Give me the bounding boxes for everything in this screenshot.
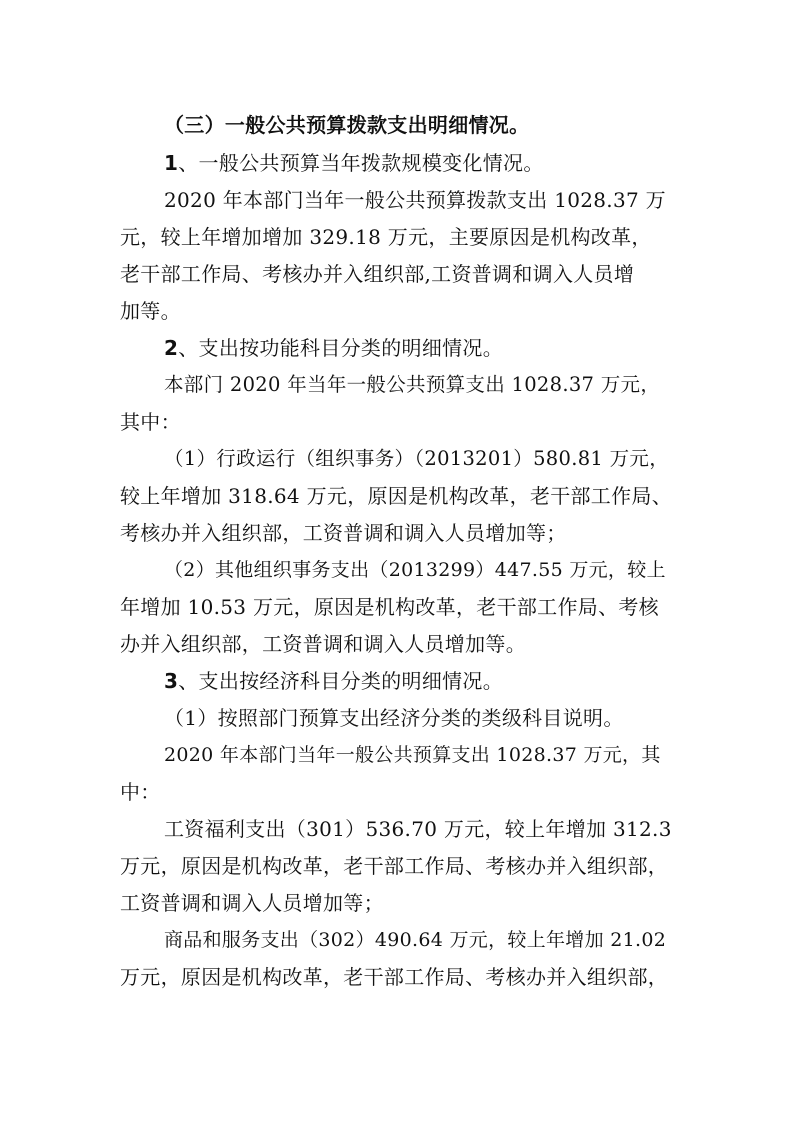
- paragraph-line: 工资普调和调入人员增加等；: [120, 891, 384, 915]
- subsection-1-text: 、一般公共预算当年拨款规模变化情况。: [178, 151, 544, 175]
- paragraph-line: 办并入组织部，工资普调和调入人员增加等。: [120, 632, 526, 656]
- subsection-2-number: 2: [164, 336, 179, 360]
- paragraph-line: 2020 年本部门当年一般公共预算支出 1028.37 万元，其: [164, 744, 661, 766]
- subsection-2-text: 、支出按功能科目分类的明细情况。: [178, 336, 504, 360]
- paragraph-line: 商品和服务支出（302）490.64 万元，较上年增加 21.02: [164, 929, 667, 951]
- section-heading: （三）一般公共预算拨款支出明细情况。: [164, 113, 530, 137]
- subsection-3-title: [164, 668, 503, 694]
- paragraph-line: 加等。: [120, 299, 181, 323]
- subsection-3-number: 3: [164, 669, 179, 693]
- paragraph-line: （1）按照部门预算支出经济分类的类级科目说明。: [164, 706, 624, 730]
- paragraph-line: 考核办并入组织部，工资普调和调入人员增加等；: [120, 521, 567, 545]
- paragraph-line: 中：: [120, 780, 161, 804]
- paragraph-line: 较上年增加 318.64 万元，原因是机构改革，老干部工作局、: [120, 484, 672, 508]
- paragraph-line: 工资福利支出（301）536.70 万元，较上年增加 312.3: [164, 817, 672, 841]
- paragraph-line: 万元，原因是机构改革，老干部工作局、考核办并入组织部，: [120, 965, 669, 989]
- subsection-2-title: [164, 335, 503, 361]
- paragraph-line: （1）行政运行（组织事务）（2013201）580.81 万元，: [164, 447, 670, 470]
- paragraph-line: 2020 年本部门当年一般公共预算拨款支出 1028.37 万: [164, 188, 666, 212]
- subsection-1-number: 1: [164, 151, 179, 175]
- paragraph-line: 年增加 10.53 万元，原因是机构改革，老干部工作局、考核: [120, 595, 659, 619]
- paragraph-line: 万元，原因是机构改革，老干部工作局、考核办并入组织部，: [120, 854, 669, 878]
- paragraph-line: 老干部工作局、考核办并入组织部,工资普调和调入人员增: [120, 262, 635, 286]
- subsection-3-text: 、支出按经济科目分类的明细情况。: [178, 669, 504, 693]
- subsection-1-title: [164, 150, 544, 176]
- paragraph-line: 元，较上年增加增加 329.18 万元，主要原因是机构改革，: [120, 225, 652, 249]
- paragraph-line: 其中：: [120, 410, 181, 434]
- paragraph-line: （2）其他组织事务支出（2013299）447.55 万元，较上: [164, 559, 666, 581]
- paragraph-line: 本部门 2020 年当年一般公共预算支出 1028.37 万元，: [164, 373, 661, 396]
